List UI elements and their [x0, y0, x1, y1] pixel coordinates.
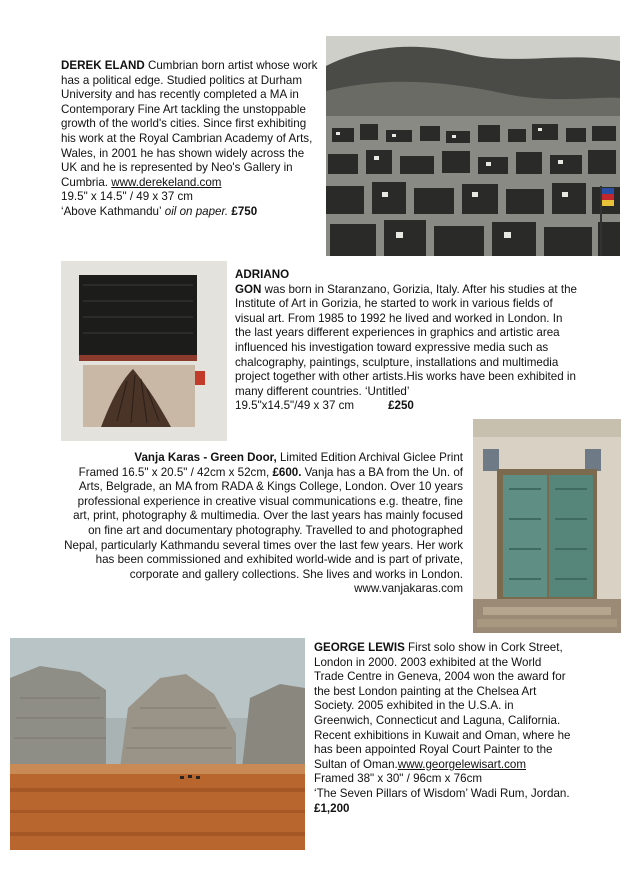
above-kathmandu-artwork-image: [326, 36, 620, 256]
artwork-price: £1,200: [314, 801, 350, 815]
artwork-size: 19.5"x14.5"/49 x 37 cm: [235, 399, 355, 413]
artwork-price: £600.: [272, 465, 302, 479]
george-lewis-entry: [314, 641, 574, 816]
artwork-framed-size: Framed 16.5" x 20.5" / 42cm x 52cm,: [78, 465, 273, 479]
artist-name-line1: ADRIANO: [235, 268, 290, 281]
artwork-price: £250: [388, 399, 414, 413]
artwork-title: ‘The Seven Pillars of Wisdom’ Wadi Rum, Jordan.: [314, 786, 570, 800]
artist-website-link[interactable]: www.derekeland.com: [111, 175, 222, 189]
artist-bio: was born in Staranzano, Gorizia, Italy. After his studies at the Institute of Art in Gorizia, he started to work in various fields of visual art. From 1985 to 1992 he lived and worked in London. In the last years different experiences in graphics and artistic area influenced his investigation toward expressive media such as chalcography, paintings, sculpture, installations and multimedia project together with other artists.His works have been exhibited in many different countries. ‘Untitled’: [235, 282, 577, 398]
green-door-artwork-image: [473, 419, 621, 633]
artwork-size: 19.5" x 14.5" / 49 x 37 cm: [61, 190, 193, 204]
artwork-medium: oil on paper.: [161, 204, 229, 218]
artwork-title: ‘Above Kathmandu’: [61, 204, 162, 218]
adriano-untitled-artwork-image: [61, 261, 227, 441]
artist-website-link[interactable]: www.georgelewisart.com: [397, 757, 527, 771]
artwork-price: £750: [228, 204, 258, 218]
artist-bio: Vanja has a BA from the Un. of Arts, Belgrade, an MA from RADA & Kings College, London. Over 10 years professional experience in creative visual communications e.g. theatre, fine art, print, photography & multimedia. Over the last years has mainly focused on fine art and documentary photography. Travelled to and photographed Nepal, particularly Kathmandu several times over the last few years. Her work has been commissioned and exhibited world-wide and is part of private, corporate and gallery collections. She lives and works in London.: [64, 465, 463, 581]
artist-name: DEREK ELAND: [61, 59, 145, 72]
artist-bio: First solo show in Cork Street, London in 2000. 2003 exhibited at the World Trade Centre in Geneva, 2004 won the award for the best London painting at the Chelsea Art Society. 2005 exhibited in the U.S.A. in Greenwich, Connecticut and Laguna, California. Recent exhibitions in Kuwait and Oman, where he has been appointed Royal Court Painter to the Sultan of Oman.: [314, 641, 571, 771]
artwork-heading: Vanja Karas - Green Door,: [134, 451, 277, 464]
vanja-karas-entry: [62, 451, 463, 597]
artwork-framed-size: Framed 38" x 30" / 96cm x 76cm: [314, 772, 483, 786]
artist-bio: Cumbrian born artist whose work has a political edge. Studied politics at Durham University and has recently completed a MA in Contemporary Fine Art tackling the unstoppable growth of the world's cities. Since first exhibiting his work at the Royal Cambrian Academy of Arts, Wales, in 2001 he has shown widely across the UK and he is represented by Neo's Gallery in Cumbria.: [61, 59, 318, 189]
adriano-gon-entry: [235, 268, 577, 414]
artist-name-line2: GON: [235, 282, 262, 296]
artist-website[interactable]: www.vanjakaras.com: [354, 582, 463, 596]
derek-eland-entry: [61, 59, 321, 220]
seven-pillars-artwork-image: [10, 638, 305, 850]
artist-name: GEORGE LEWIS: [314, 641, 405, 654]
artwork-edition: Limited Edition Archival Giclee Print: [276, 451, 463, 464]
